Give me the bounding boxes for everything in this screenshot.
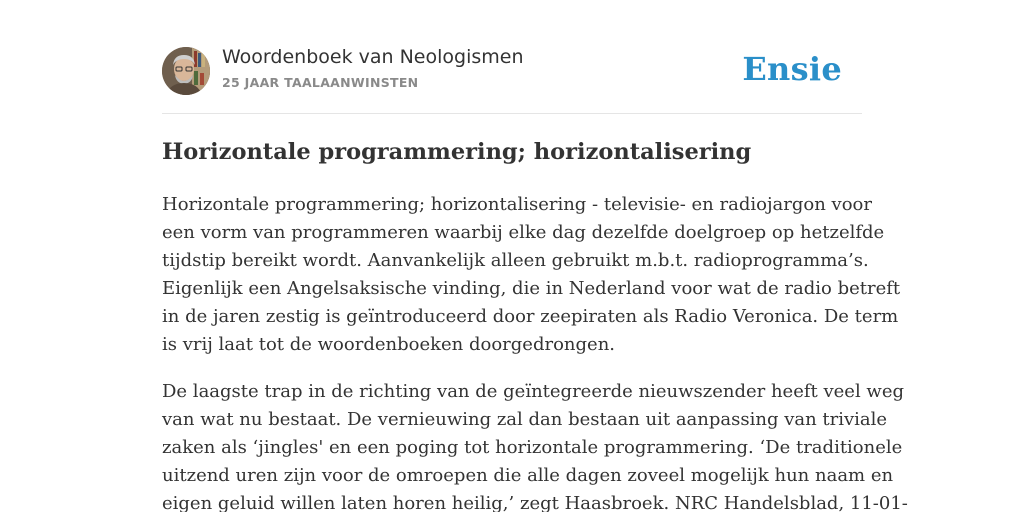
- paragraph-line: een vorm van programmeren waarbij elke dag dezelfde doelgroep op hetzelfde: [162, 222, 885, 243]
- publication-subtitle: 25 JAAR TAALAANWINSTEN: [222, 75, 419, 90]
- paragraph-line: tijdstip bereikt wordt. Aanvankelijk alleen gebruikt m.b.t. radioprogramma’s.: [162, 250, 869, 271]
- paragraph-line: is vrij laat tot de woordenboeken doorgedrongen.: [162, 334, 616, 355]
- page-container: [162, 0, 908, 512]
- paragraph-line: in de jaren zestig is geïntroduceerd door zeepiraten als Radio Veronica. De term: [162, 306, 899, 327]
- paragraph-line: Eigenlijk een Angelsaksische vinding, die in Nederland voor wat de radio betreft: [162, 278, 901, 299]
- paragraph-line: uitzend uren zijn voor de omroepen die alle dagen zoveel mogelijk hun naam en: [162, 465, 894, 486]
- article-paragraph: [162, 191, 901, 359]
- ensie-logo[interactable]: Ensie: [742, 50, 842, 88]
- paragraph-line: De laagste trap in de richting van de geïntegreerde nieuwszender heeft veel weg: [162, 381, 905, 402]
- article-title: Horizontale programmering; horizontalisering: [162, 139, 752, 165]
- paragraph-line: van wat nu bestaat. De vernieuwing zal dan bestaan uit aanpassing van triviale: [162, 409, 888, 430]
- publication-name[interactable]: Woordenboek van Neologismen: [222, 46, 524, 68]
- article-paragraph: [162, 378, 908, 512]
- paragraph-line: eigen geluid willen laten horen heilig,’ zegt Haasbroek. NRC Handelsblad, 11-01-: [162, 493, 908, 512]
- author-portrait-icon: [162, 47, 210, 95]
- article-body: [162, 191, 908, 512]
- publication-header: [162, 0, 862, 114]
- paragraph-line: Horizontale programmering; horizontalisering - televisie- en radiojargon voor: [162, 194, 872, 215]
- paragraph-line: zaken als ‘jingles' en een poging tot horizontale programmering. ‘De traditionele: [162, 437, 903, 458]
- author-avatar[interactable]: [162, 47, 210, 95]
